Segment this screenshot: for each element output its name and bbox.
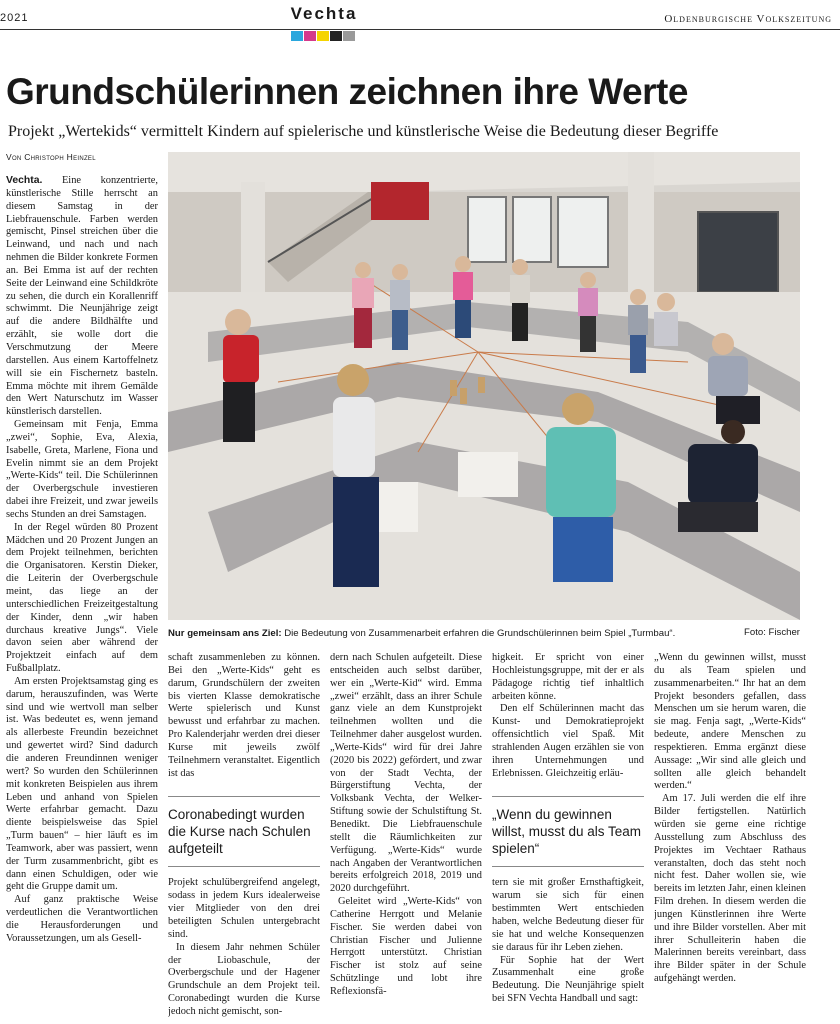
color-swatch — [343, 31, 355, 41]
paragraph: Am ersten Projektsamstag ging es darum, herauszufinden, was Werte sind und wie wertvoll man selber ist. Was bedeutet es, wenn jemand als allerbeste Freundin bezeichnet und gewertet wird? Sind dadurch die anderen Freundinnen weniger wert? So wurden den Schülerinnen mit konkreten Beispielen aus ihrem Leben und anhand von Spielen Werte erfahrbar gemacht. Dazu diente beispielsweise das Spiel „Turm bauen“ – hier läuft es im Teamwork, aber was passiert, wenn der Turm zusammenbricht, gibt es dann einen Schuldigen, oder wie geht die Gruppe damit um. — [6, 675, 158, 893]
article-column-1 — [6, 175, 158, 1024]
article-column-2 — [168, 652, 320, 1024]
photo-caption — [168, 627, 800, 640]
newspaper-name: Oldenburgische Volkszeitung — [664, 13, 832, 25]
color-bar — [291, 31, 355, 41]
paragraph: „Wenn du gewinnen willst, musst du als Team spielen und zusammenarbeiten.“ Ihr hat an dem Projekt besonders gefallen, dass Menschen um sie herum waren, die sie mag. Fenja sagt, „Werte-Kids“ bedeute, andere Menschen zu respektieren. Emma ergänzt diese Aussage: „Wir sind alle gleich und sollten alle gleich behandelt werden.“ — [654, 652, 806, 792]
color-swatch — [330, 31, 342, 41]
page-year: 2021 — [0, 12, 29, 24]
article-byline: Von Christoph Heinzel — [6, 152, 96, 162]
caption-lead: Nur gemeinsam ans Ziel: — [168, 628, 282, 639]
article-subheadline: Projekt „Wertekids“ vermittelt Kindern auf spielerische und künstlerische Weise die Bedeutung dieser Begriffe — [8, 123, 719, 140]
photo-credit: Foto: Fischer — [744, 627, 800, 638]
article-headline: Grundschülerinnen zeichnen ihre Werte — [6, 71, 688, 112]
article-column-3 — [330, 652, 482, 1024]
paragraph: schaft zusammenleben zu können. Bei den „Werte-Kids“ geht es darum, Grundschülern der zweiten bis vierten Klasse demokratische Werte spielerisch und Kunst bewusst und erfahrbar zu machen. Pro Kalenderjahr werden drei dieser Kurse mit jeweils zwölf Teilnehmern veranstaltet. Eigentlich ist das — [168, 652, 320, 779]
paragraph: Geleitet wird „Werte-Kids“ von Catherine Herrgott und Melanie Fischer. Sie werden dabei von Christian Fischer und Julienne Herrgott unterstützt. Christian Fischer ist stolz auf seine Schützlinge und lobt ihre Reflexionsfä- — [330, 896, 482, 997]
paragraph: In der Regel würden 80 Prozent Mädchen und 20 Prozent Jungen an dem Projekt teilnehmen, berichten die Organisatoren. Kerstin Dieker, die Leiterin der Overbergschule meint, das liege an der unterschiedlichen Freizeitgestaltung der Kinder, denn „wir haben durchaus kreative Jungs“. Viele davon seien aber während der Projektzeit einfach auf dem Fußballplatz. — [6, 521, 158, 675]
caption-text: Die Bedeutung von Zusammenarbeit erfahren die Grundschülerinnen beim Spiel „Turmbau“. — [281, 628, 676, 639]
paragraph: Für Sophie hat der Wert Zusammenhalt eine große Bedeutung. Die Neunjährige spielt bei SFN Vechta Handball und sagt: — [492, 954, 644, 1005]
intertitle-1: Coronabedingt wurden die Kurse nach Schulen aufgeteilt — [168, 796, 320, 867]
paragraph: Projekt schulübergreifend angelegt, sodass in jedem Kurs idealerweise vier Mitglieder von den drei beteiligten Schulen untergebracht sind. — [168, 877, 320, 940]
article-column-4 — [492, 652, 644, 1024]
dateline: Vechta. — [6, 175, 43, 186]
paragraph: dern nach Schulen aufgeteilt. Diese entscheiden auch selbst darüber, wer ein „Werte-Kid“ wird. Emma „zwei“ erzählt, dass an ihrer Schule ganz viele an dem Kunstprojekt teilnehmen wollten und die Teilnehmer daher ausgelost wurden. „Werte-Kids“ wird für drei Jahre (2020 bis 2022) gefördert, und zwar von der Stadt Vechta, der Bürgerstiftung Vechta, der Volksbank Vechta, der Welker-Stiftung sowie der Schulstiftung St. Benedikt. Die Liebfrauenschule stellt die Räumlichkeiten zur Verfügung. „Werte-Kids“ wurde nach Angaben der Verantwortlichen bereits erfolgreich 2018, 2019 und 2020 durchgeführt. — [330, 652, 482, 895]
paragraph: Auf ganz praktische Weise verdeutlichen die Verantwortlichen die Herausforderungen und Voraussetzungen, um als Gesell- — [6, 894, 158, 944]
paragraph: higkeit. Er spricht von einer Hochleistungsgruppe, mit der er als Pädagoge richtig tief inhaltlich arbeiten könne. — [492, 652, 644, 702]
lead-text: Eine konzentrierte, künstlerische Stille herrscht an diesem Samstag in der Liebfrauenschule. Farben werden gemischt, Pinsel streichen über die Leinwand, und nach und nach nehmen die Bilder konkrete Formen an. Bei Emma ist auf der rechten Seite der Leinwand eine Schildkröte zu sehen, die durch ein Korallenriff schwimmt. Die Neunjährige zeigt auf die andere Bildhälfte und erzählt, sie wolle dort die Verschmutzung der Meere darstellen. Aus einem Kartoffelnetz will sie ein Fischernetz basteln. Emma möchte mit ihrem Gemälde den Wert Naturschutz im Wasser künstlerisch darstellen. — [6, 175, 158, 418]
paragraph: tern sie mit großer Ernsthaftigkeit, warum sie sich für einen bestimmten Wert entschieden haben, welche Bedeutung dieser für sie hat und welche Konsequenzen sie daraus für ihr Leben ziehen. — [492, 877, 644, 953]
article-column-5 — [654, 652, 806, 1024]
color-swatch — [304, 31, 316, 41]
photo-illustration — [168, 152, 800, 620]
lead-paragraph — [6, 175, 158, 419]
paragraph: Gemeinsam mit Fenja, Emma „zwei“, Sophie, Eva, Alexia, Isabelle, Greta, Marlene, Fiona und Evelin nimmt sie an dem Projekt „Werte-Kids“ teil. Die Schülerinnen der Overbergschule investieren dabei ihre Freizeit, und zwar jeweils sechs Stunden an drei Samstagen. — [6, 419, 158, 520]
intertitle-2: „Wenn du gewinnen willst, musst du als Team spielen“ — [492, 796, 644, 867]
color-swatch — [317, 31, 329, 41]
paragraph: Am 17. Juli werden die elf ihre Bilder fertigstellen. Natürlich würden sie gerne eine richtige Ausstellung zum Abschluss des Projektes im Vechtaer Rathaus veranstalten, doch das steht noch nicht fest. Daher wollen sie, wie bereits im letzten Jahr, einen kleinen Film drehen. In diesem werden die jungen Künstlerinnen ihre Werte und ihre Bilder vorstellen. Aber mit ihrer Schulleiterin haben die Malerinnen bereits vereinbart, dass ihre Bilder später in der Schule aufgehängt werden. — [654, 793, 806, 985]
paragraph: Den elf Schülerinnen macht das Kunst- und Demokratieprojekt offensichtlich viel Spaß. Mit strahlenden Augen erzählen sie von ihren Unternehmungen und Erlebnissen. Gleichzeitig erläu- — [492, 703, 644, 779]
header-divider — [0, 29, 840, 30]
article-photo — [168, 152, 800, 620]
section-title: Vechta — [290, 4, 358, 23]
paragraph: In diesem Jahr nehmen Schüler der Liobaschule, der Overbergschule und der Hagener Grundschule an dem Projekt teil. Coronabedingt wurden die Kurse jedoch nicht gemischt, son- — [168, 941, 320, 1017]
color-swatch — [291, 31, 303, 41]
